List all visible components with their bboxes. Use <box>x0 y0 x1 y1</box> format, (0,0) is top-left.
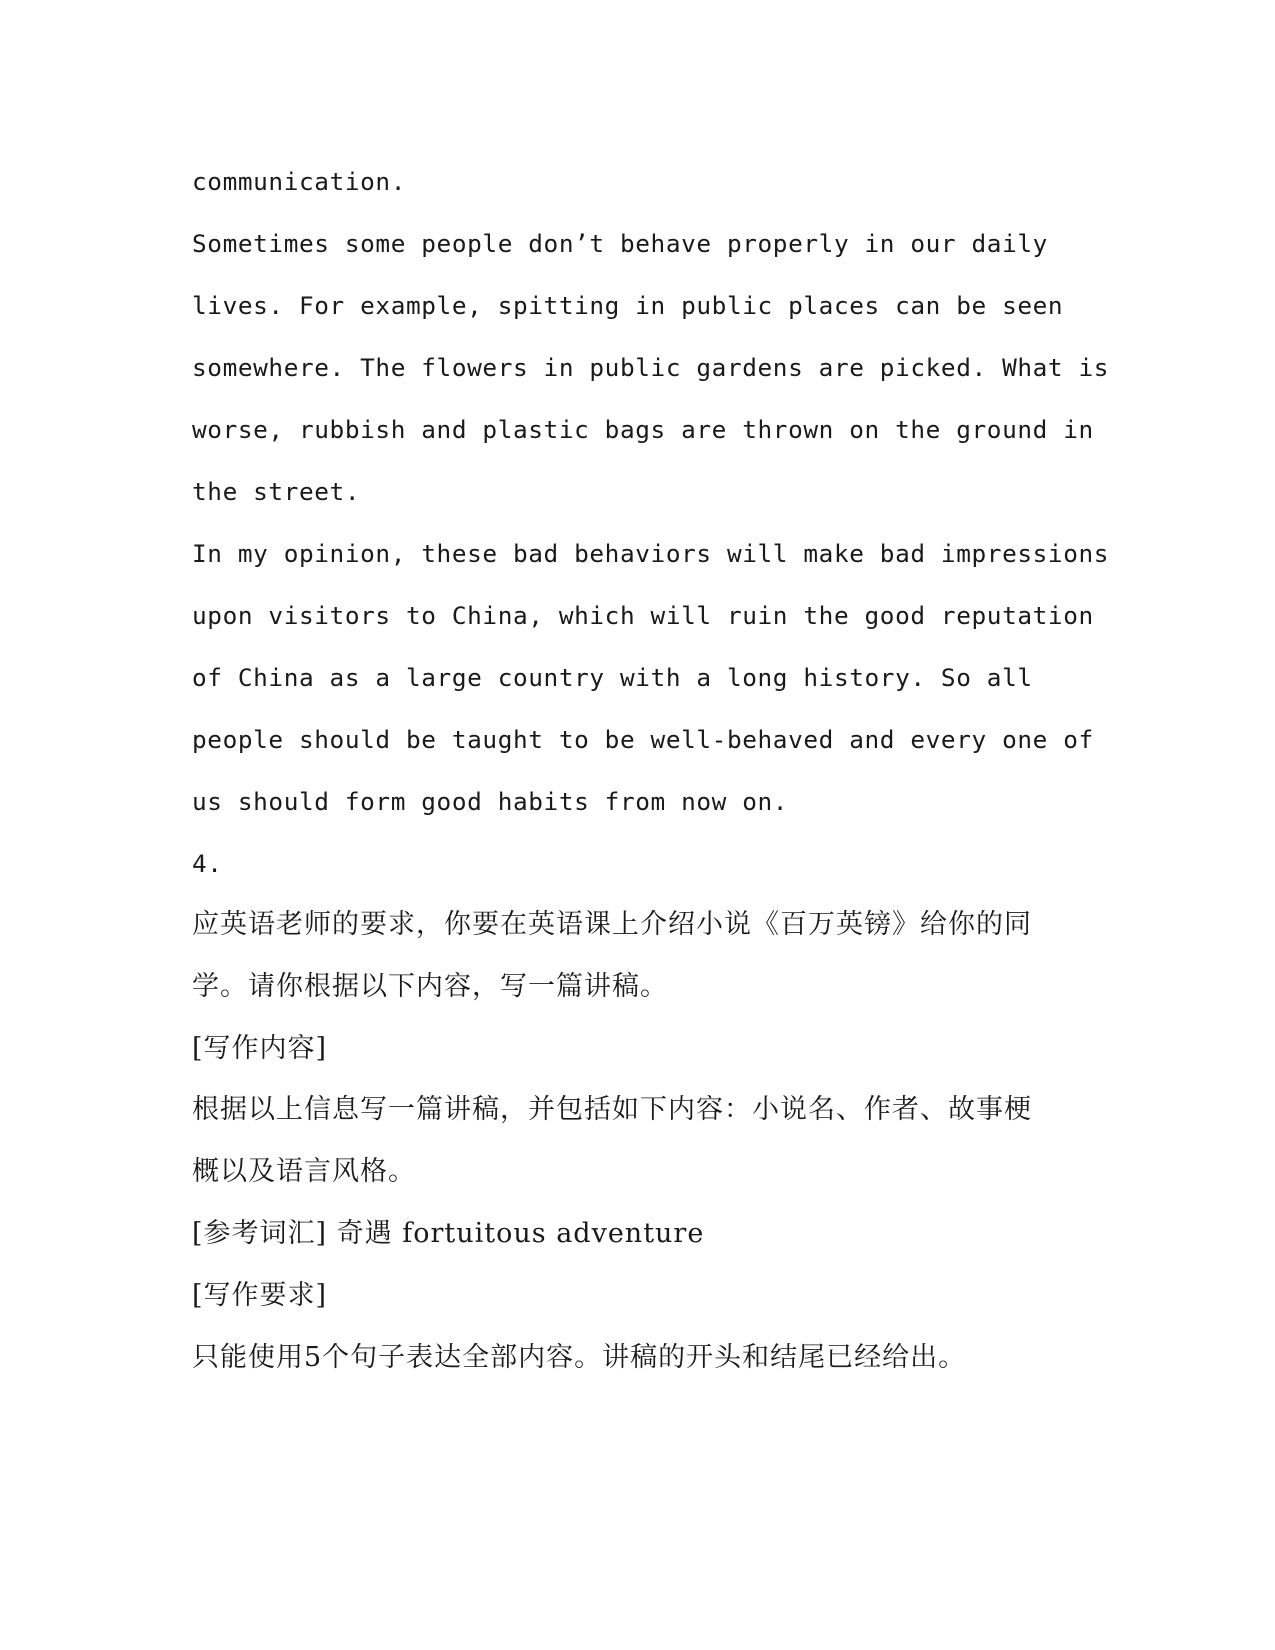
question-number: 4. <box>192 849 223 878</box>
paragraph-2-line-5: the street. <box>192 477 361 506</box>
paragraph-3-line-5: us should form good habits from now on. <box>192 787 789 816</box>
requirements-heading: [写作要求] <box>192 1280 328 1311</box>
paragraph-1-tail: communication. <box>192 167 406 196</box>
paragraph-2-line-1: Sometimes some people don’t behave properly in our daily <box>192 229 1048 258</box>
requirements-text: 只能使用5个句子表达全部内容。讲稿的开头和结尾已经给出。 <box>192 1342 967 1373</box>
content-heading: [写作内容] <box>192 1033 328 1064</box>
content-text-line-1: 根据以上信息写一篇讲稿，并包括如下内容：小说名、作者、故事梗 <box>192 1094 1032 1125</box>
content-text-line-2: 概以及语言风格。 <box>192 1156 416 1187</box>
prompt-line-1: 应英语老师的要求，你要在英语课上介绍小说《百万英镑》给你的同 <box>192 909 1032 940</box>
prompt-line-2: 学。请你根据以下内容，写一篇讲稿。 <box>192 971 668 1002</box>
paragraph-2-line-3: somewhere. The flowers in public gardens are picked. What is <box>192 353 1110 382</box>
paragraph-3-line-1: In my opinion, these bad behaviors will make bad impressions <box>192 539 1110 568</box>
paragraph-2-line-4: worse, rubbish and plastic bags are thrown on the ground in <box>192 415 1094 444</box>
paragraph-3-line-3: of China as a large country with a long history. So all <box>192 663 1033 692</box>
paragraph-2-line-2: lives. For example, spitting in public places can be seen <box>192 291 1064 320</box>
vocabulary-line: [参考词汇] 奇遇 fortuitous adventure <box>192 1218 705 1249</box>
paragraph-3-line-2: upon visitors to China, which will ruin the good reputation <box>192 601 1094 630</box>
paragraph-3-line-4: people should be taught to be well-behaved and every one of <box>192 725 1094 754</box>
